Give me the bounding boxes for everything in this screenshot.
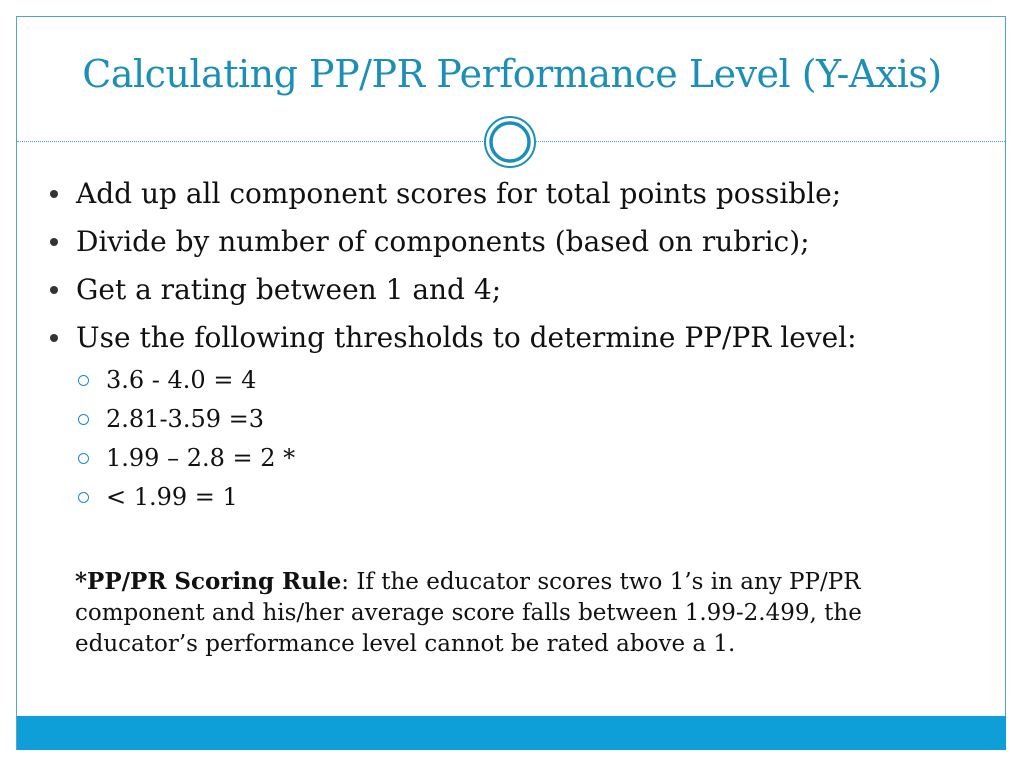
scoring-rule-text: : If the educator scores two 1’s in any PP/PR component and his/her average score falls between 1.99-2.499, the educator’s performance level cannot be rated above a 1. bbox=[75, 569, 862, 657]
bullet-text: Get a rating between 1 and 4; bbox=[76, 273, 502, 306]
hollow-circle-bullet-icon bbox=[78, 375, 89, 386]
bullet-text: Add up all component scores for total points possible; bbox=[76, 177, 842, 210]
threshold-item bbox=[44, 439, 944, 478]
list-item bbox=[44, 266, 984, 314]
bullet-text: Use the following thresholds to determine PP/PR level: bbox=[76, 321, 857, 354]
circle-ornament-icon bbox=[484, 116, 536, 168]
threshold-text: < 1.99 = 1 bbox=[106, 483, 238, 511]
hollow-circle-bullet-icon bbox=[78, 492, 89, 503]
bullet-dot-icon bbox=[50, 238, 58, 246]
bullet-text: Divide by number of components (based on rubric); bbox=[76, 225, 810, 258]
threshold-text: 3.6 - 4.0 = 4 bbox=[106, 366, 257, 394]
footer-bar bbox=[17, 716, 1006, 750]
list-item bbox=[44, 314, 984, 362]
scoring-rule-note bbox=[75, 566, 975, 660]
threshold-item bbox=[44, 361, 944, 400]
hollow-circle-bullet-icon bbox=[78, 453, 89, 464]
threshold-text: 1.99 – 2.8 = 2 * bbox=[106, 444, 296, 472]
threshold-text: 2.81-3.59 =3 bbox=[106, 405, 264, 433]
threshold-list bbox=[44, 361, 944, 517]
list-item bbox=[44, 170, 984, 218]
bullet-dot-icon bbox=[50, 190, 58, 198]
bullet-list bbox=[44, 170, 984, 362]
threshold-item bbox=[44, 400, 944, 439]
scoring-rule-label: *PP/PR Scoring Rule bbox=[75, 568, 342, 595]
hollow-circle-bullet-icon bbox=[78, 414, 89, 425]
slide-title: Calculating PP/PR Performance Level (Y-Axis) bbox=[82, 52, 942, 96]
bullet-dot-icon bbox=[50, 286, 58, 294]
list-item bbox=[44, 218, 984, 266]
bullet-dot-icon bbox=[50, 334, 58, 342]
threshold-item bbox=[44, 478, 944, 517]
